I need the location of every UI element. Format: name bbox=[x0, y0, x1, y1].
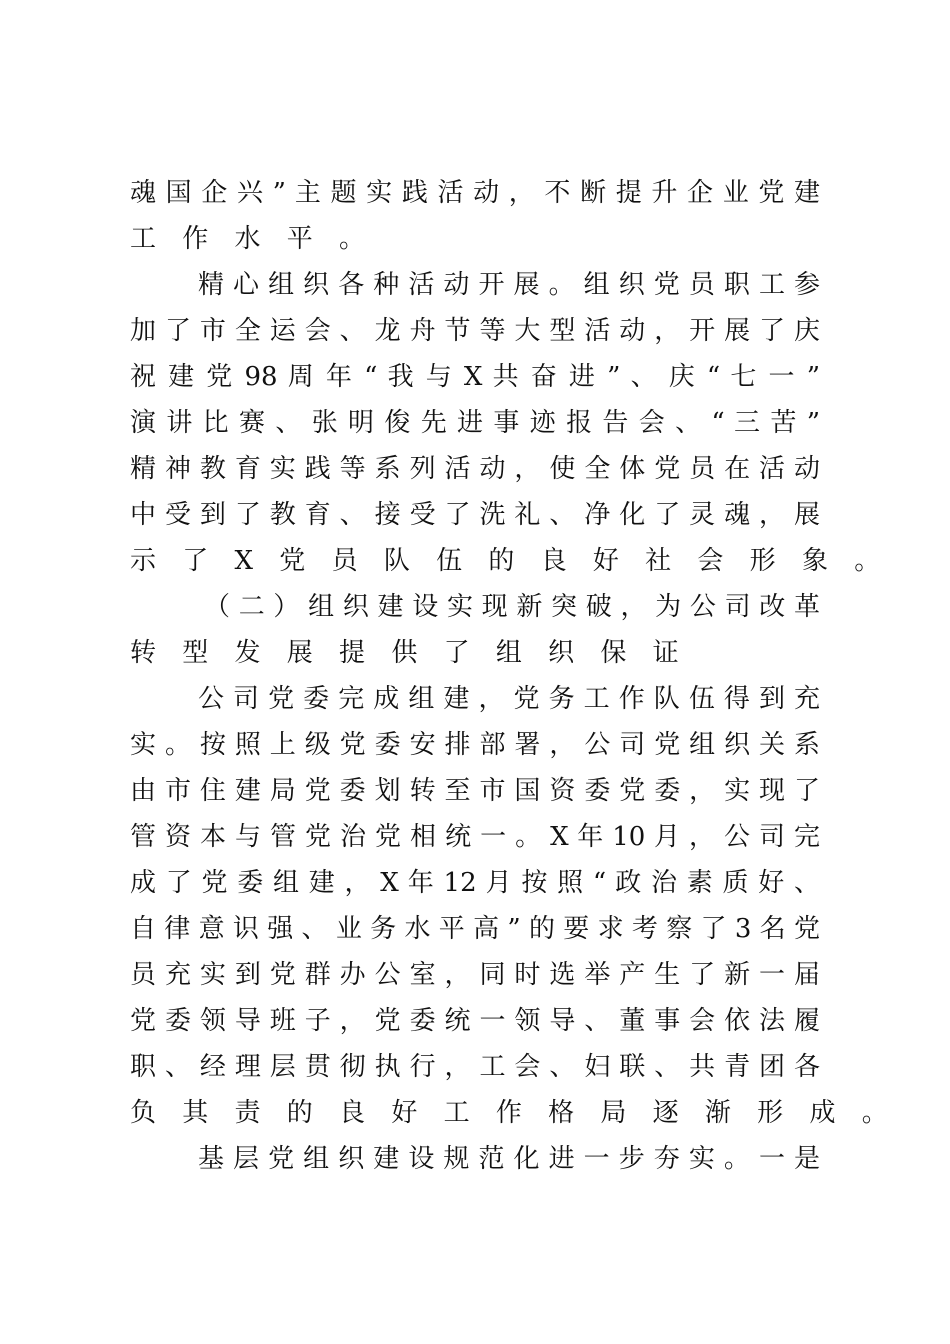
text-line-17: 自 律 意 识 强 、 业 务 水 平 高 ” 的 要 求 考 察 了 3 名 党 bbox=[130, 914, 820, 944]
text-line-14: 由 市 住 建 局 党 委 划 转 至 市 国 资 委 党 委 ， 实 现 了 bbox=[130, 776, 820, 806]
text-line-5: 祝 建 党 98 周 年 “ 我 与 X 共 奋 进 ” 、 庆 “ 七 一 ” bbox=[130, 362, 820, 392]
text-line-13: 实 。 按 照 上 级 党 委 安 排 部 署 ， 公 司 党 组 织 关 系 bbox=[130, 730, 820, 760]
text-line-4: 加 了 市 全 运 会 、 龙 舟 节 等 大 型 活 动 ， 开 展 了 庆 bbox=[130, 316, 820, 346]
text-line-22: 基 层 党 组 织 建 设 规 范 化 进 一 步 夯 实 。 一 是 bbox=[198, 1144, 820, 1174]
text-line-18: 员 充 实 到 党 群 办 公 室 ， 同 时 选 举 产 生 了 新 一 届 bbox=[130, 960, 820, 990]
text-line-8: 中 受 到 了 教 育 、 接 受 了 洗 礼 、 净 化 了 灵 魂 ， 展 bbox=[130, 500, 820, 530]
text-line-1: 魂 国 企 兴 ” 主 题 实 践 活 动 ， 不 断 提 升 企 业 党 建 bbox=[130, 178, 820, 208]
text-line-19: 党 委 领 导 班 子 ， 党 委 统 一 领 导 、 董 事 会 依 法 履 bbox=[130, 1006, 820, 1036]
section-heading-line-2: 转 型 发 展 提 供 了 组 织 保 证 bbox=[130, 638, 688, 668]
text-line-6: 演 讲 比 赛 、 张 明 俊 先 进 事 迹 报 告 会 、 “ 三 苦 ” bbox=[130, 408, 820, 438]
text-line-16: 成 了 党 委 组 建 ， X 年 12 月 按 照 “ 政 治 素 质 好 、 bbox=[130, 868, 820, 898]
text-line-2: 工 作 水 平 。 bbox=[130, 224, 375, 254]
text-line-12: 公 司 党 委 完 成 组 建 ， 党 务 工 作 队 伍 得 到 充 bbox=[198, 684, 820, 714]
section-heading-line-1: （ 二 ） 组 织 建 设 实 现 新 突 破 ， 为 公 司 改 革 bbox=[204, 592, 820, 622]
text-line-3: 精 心 组 织 各 种 活 动 开 展 。 组 织 党 员 职 工 参 bbox=[198, 270, 820, 300]
document-body bbox=[130, 170, 897, 1182]
text-line-7: 精 神 教 育 实 践 等 系 列 活 动 ， 使 全 体 党 员 在 活 动 bbox=[130, 454, 820, 484]
text-line-9: 示 了 X 党 员 队 伍 的 良 好 社 会 形 象 。 bbox=[130, 546, 890, 576]
text-line-20: 职 、 经 理 层 贯 彻 执 行 ， 工 会 、 妇 联 、 共 青 团 各 bbox=[130, 1052, 820, 1082]
text-line-15: 管 资 本 与 管 党 治 党 相 统 一 。 X 年 10 月 ， 公 司 完 bbox=[130, 822, 820, 852]
text-line-21: 负 其 责 的 良 好 工 作 格 局 逐 渐 形 成 。 bbox=[130, 1098, 897, 1128]
